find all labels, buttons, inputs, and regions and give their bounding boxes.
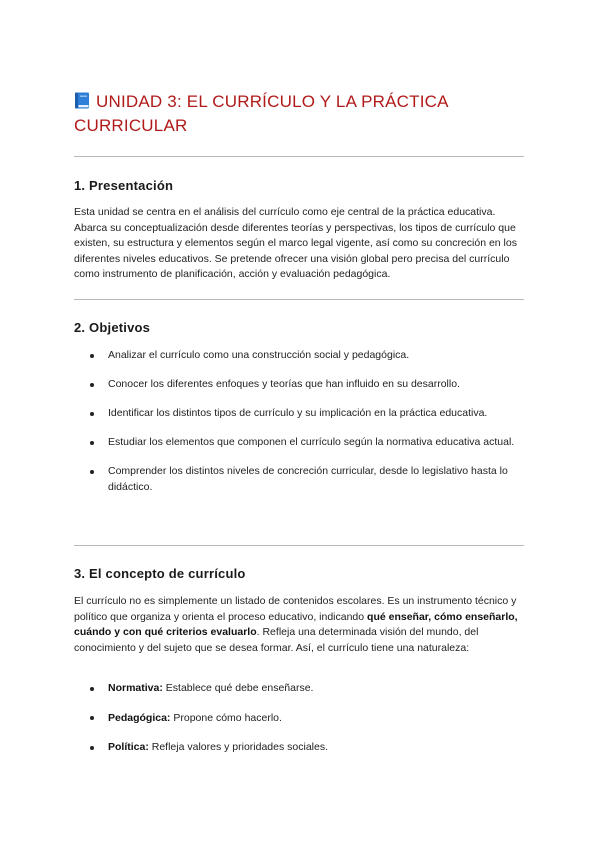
presentacion-paragraph: Esta unidad se centra en el análisis del currículo como eje central de la práctica educativa. Abarca su conceptualización desde diferentes teorías y perspectivas, los tipos de currículo que existen, su estructura y elementos según el marco legal vigente, así como su concreción en los diferentes niveles educativos. Se pretende ofrecer una visión global pero precisa del currículo como instrumento de planificación, acción y evaluación pedagógica. <box>74 206 517 280</box>
list-item-term: Política: <box>108 741 149 753</box>
list-item: Conocer los diferentes enfoques y teorías que han influido en su desarrollo. <box>74 377 524 393</box>
section-heading-presentacion: 1. Presentación <box>74 178 174 193</box>
divider <box>74 299 524 300</box>
section-heading-objetivos: 2. Objetivos <box>74 320 151 335</box>
document-title-text: UNIDAD 3: EL CURRÍCULO Y LA PRÁCTICA CURRICULAR <box>74 92 448 135</box>
divider <box>74 156 524 157</box>
blue-book-icon <box>74 92 90 109</box>
list-item-description: Refleja valores y prioridades sociales. <box>148 741 329 753</box>
list-item <box>74 711 524 727</box>
concepto-text-end: . Refleja una determinada visión del mundo, del conocimiento y del sujeto que se desea formar. Así, el currículo tiene una naturaleza: <box>74 626 479 654</box>
objectives-list <box>74 348 524 509</box>
list-item <box>74 740 524 756</box>
list-item-description: Establece qué debe enseñarse. <box>162 682 314 694</box>
concepto-paragraph <box>74 594 524 656</box>
list-item: Analizar el currículo como una construcción social y pedagógica. <box>74 348 524 364</box>
nature-list <box>74 681 524 770</box>
section-heading-concepto: 3. El concepto de currículo <box>74 566 246 581</box>
divider <box>74 545 524 546</box>
list-item-term: Normativa: <box>108 682 163 694</box>
list-item <box>74 681 524 697</box>
document-title <box>74 90 526 138</box>
list-item: Comprender los distintos niveles de concreción curricular, desde lo legislativo hasta lo didáctico. <box>74 464 524 495</box>
concepto-text-start: El currículo no es simplemente un listado de contenidos escolares. Es un instrumento técnico y político que organiza y orienta el proceso educativo, indicando <box>74 595 517 623</box>
list-item: Identificar los distintos tipos de currículo y su implicación en la práctica educativa. <box>74 406 524 422</box>
list-item: Estudiar los elementos que componen el currículo según la normativa educativa actual. <box>74 435 524 451</box>
list-item-term: Pedagógica: <box>108 711 171 724</box>
concepto-text-emphasis: qué enseñar, cómo enseñarlo, cuándo y con qué criterios evaluarlo <box>74 610 518 638</box>
list-item-description: Propone cómo hacerlo. <box>170 711 282 724</box>
